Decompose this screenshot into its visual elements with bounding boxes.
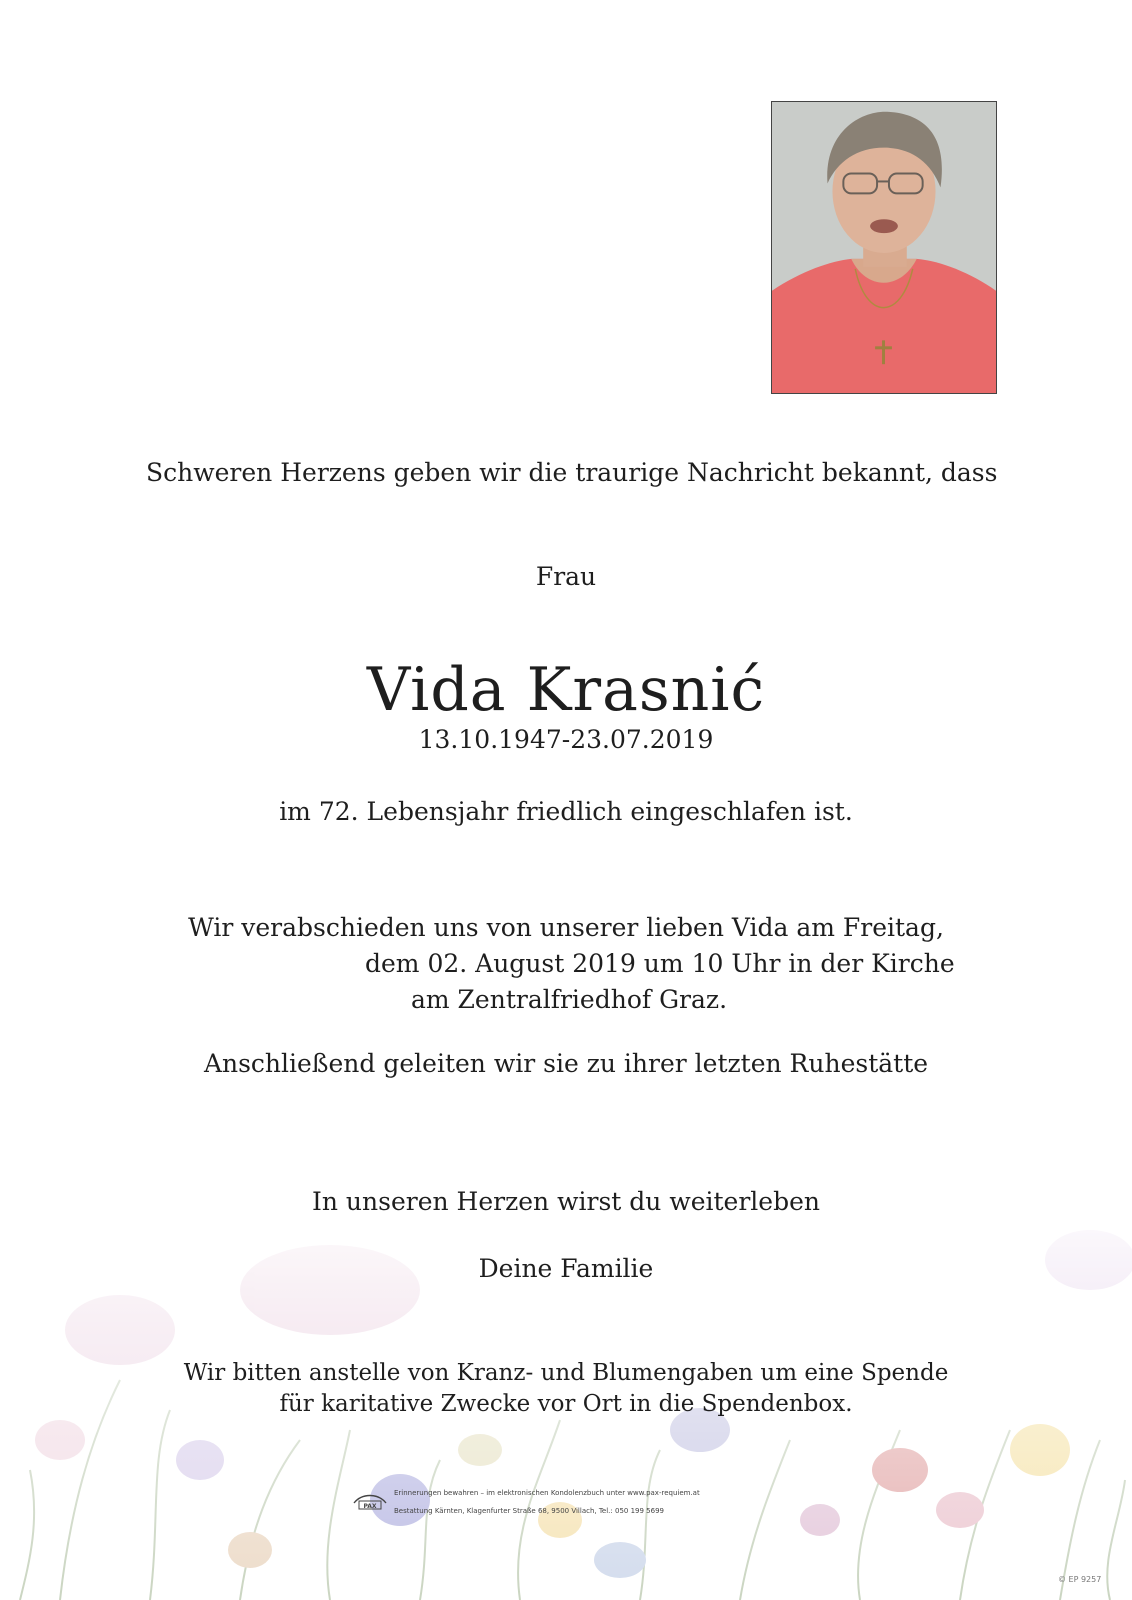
funeral-line-3: am Zentralfriedhof Graz.	[411, 985, 728, 1014]
funeral-line-1: Wir verabschieden uns von unserer lieben Vida am Freitag,	[188, 913, 944, 942]
signature: Deine Familie	[478, 1254, 654, 1283]
funeral-home-footer	[352, 1487, 832, 1527]
donation-line-1: Wir bitten anstelle von Kranz- und Blumengaben um eine Spende	[183, 1360, 949, 1386]
funeral-line-2: dem 02. August 2019 um 10 Uhr in der Kirche	[365, 949, 955, 978]
deceased-name: Vida Krasnić	[366, 655, 766, 725]
afterwards-line: Anschließend geleiten wir sie zu ihrer letzten Ruhestätte	[203, 1049, 929, 1078]
portrait-photo	[771, 101, 997, 394]
footer-line-1: Erinnerungen bewahren – im elektronischen Kondolenzbuch unter www.pax-requiem.at	[394, 1489, 700, 1497]
pax-logo-icon	[352, 1491, 388, 1511]
donation-line-2: für karitative Zwecke vor Ort in die Spendenbox.	[279, 1391, 853, 1417]
age-line: im 72. Lebensjahr friedlich eingeschlafen ist.	[279, 797, 853, 826]
template-code: © EP 9257	[1058, 1575, 1102, 1584]
footer-line-2: Bestattung Kärnten, Klagenfurter Straße 68, 9500 Villach, Tel.: 050 199 5699	[394, 1507, 664, 1515]
flower-meadow-background	[0, 1180, 1132, 1600]
salutation: Frau	[535, 562, 597, 591]
memorial-line: In unseren Herzen wirst du weiterleben	[312, 1187, 820, 1216]
life-dates: 13.10.1947-23.07.2019	[418, 725, 714, 754]
intro-text: Schweren Herzens geben wir die traurige Nachricht bekannt, dass	[146, 458, 998, 487]
pax-logo-text: PAX	[363, 1503, 377, 1510]
